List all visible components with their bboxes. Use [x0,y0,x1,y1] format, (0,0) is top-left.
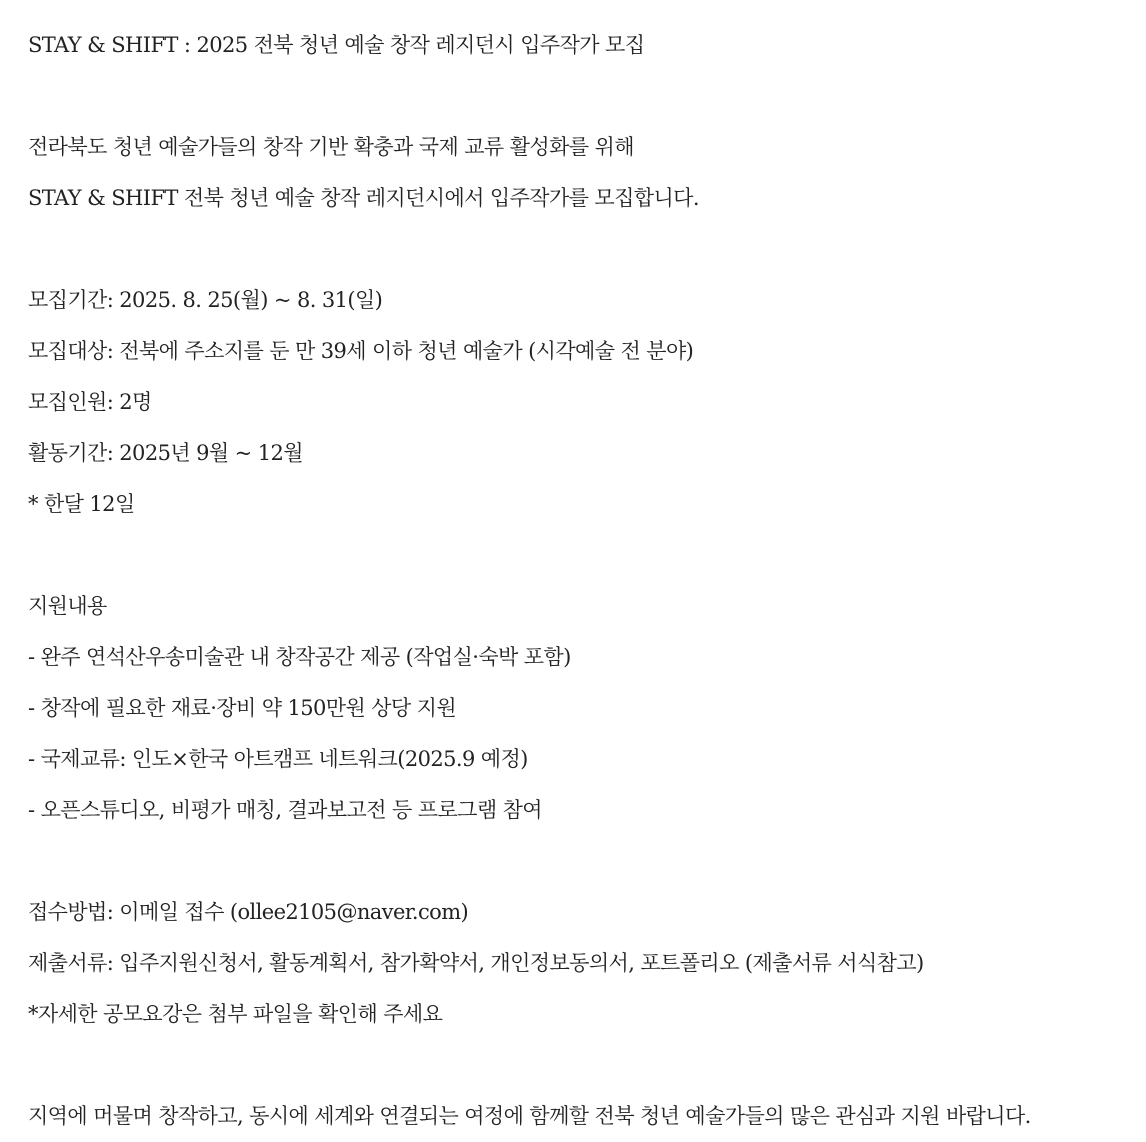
spacer [28,836,1146,887]
document-body [28,20,1146,1142]
support-item: - 오픈스튜디오, 비평가 매칭, 결과보고전 등 프로그램 참여 [28,798,542,822]
spacer [28,1040,1146,1091]
apply-documents: 제출서류: 입주지원신청서, 활동계획서, 참가확약서, 개인정보동의서, 포트폴리오 (제출서류 서식참고) [28,951,924,975]
activity-period: 활동기간: 2025년 9월 ~ 12월 [28,441,303,465]
recruit-period: 모집기간: 2025. 8. 25(월) ~ 8. 31(일) [28,288,383,312]
closing-line: 지역에 머물며 창작하고, 동시에 세계와 연결되는 여정에 함께할 전북 청년 예술가들의 많은 관심과 지원 바랍니다. [28,1104,1031,1128]
support-item: - 국제교류: 인도×한국 아트캠프 네트워크(2025.9 예정) [28,747,528,771]
intro-line: 전라북도 청년 예술가들의 창작 기반 확충과 국제 교류 활성화를 위해 [28,135,634,159]
recruit-target: 모집대상: 전북에 주소지를 둔 만 39세 이하 청년 예술가 (시각예술 전 분야) [28,339,694,363]
support-item: - 창작에 필요한 재료·장비 약 150만원 상당 지원 [28,696,457,720]
spacer [28,224,1146,275]
spacer [28,530,1146,581]
activity-note: * 한달 12일 [28,492,135,516]
post-title: STAY & SHIFT : 2025 전북 청년 예술 창작 레지던시 입주작가 모집 [28,33,645,57]
spacer [28,71,1146,122]
apply-method: 접수방법: 이메일 접수 (ollee2105@naver.com) [28,900,469,924]
apply-note: *자세한 공모요강은 첨부 파일을 확인해 주세요 [28,1002,443,1026]
support-heading: 지원내용 [28,594,107,618]
recruit-count: 모집인원: 2명 [28,390,152,414]
support-item: - 완주 연석산우송미술관 내 창작공간 제공 (작업실·숙박 포함) [28,645,571,669]
intro-line: STAY & SHIFT 전북 청년 예술 창작 레지던시에서 입주작가를 모집합니다. [28,186,699,210]
